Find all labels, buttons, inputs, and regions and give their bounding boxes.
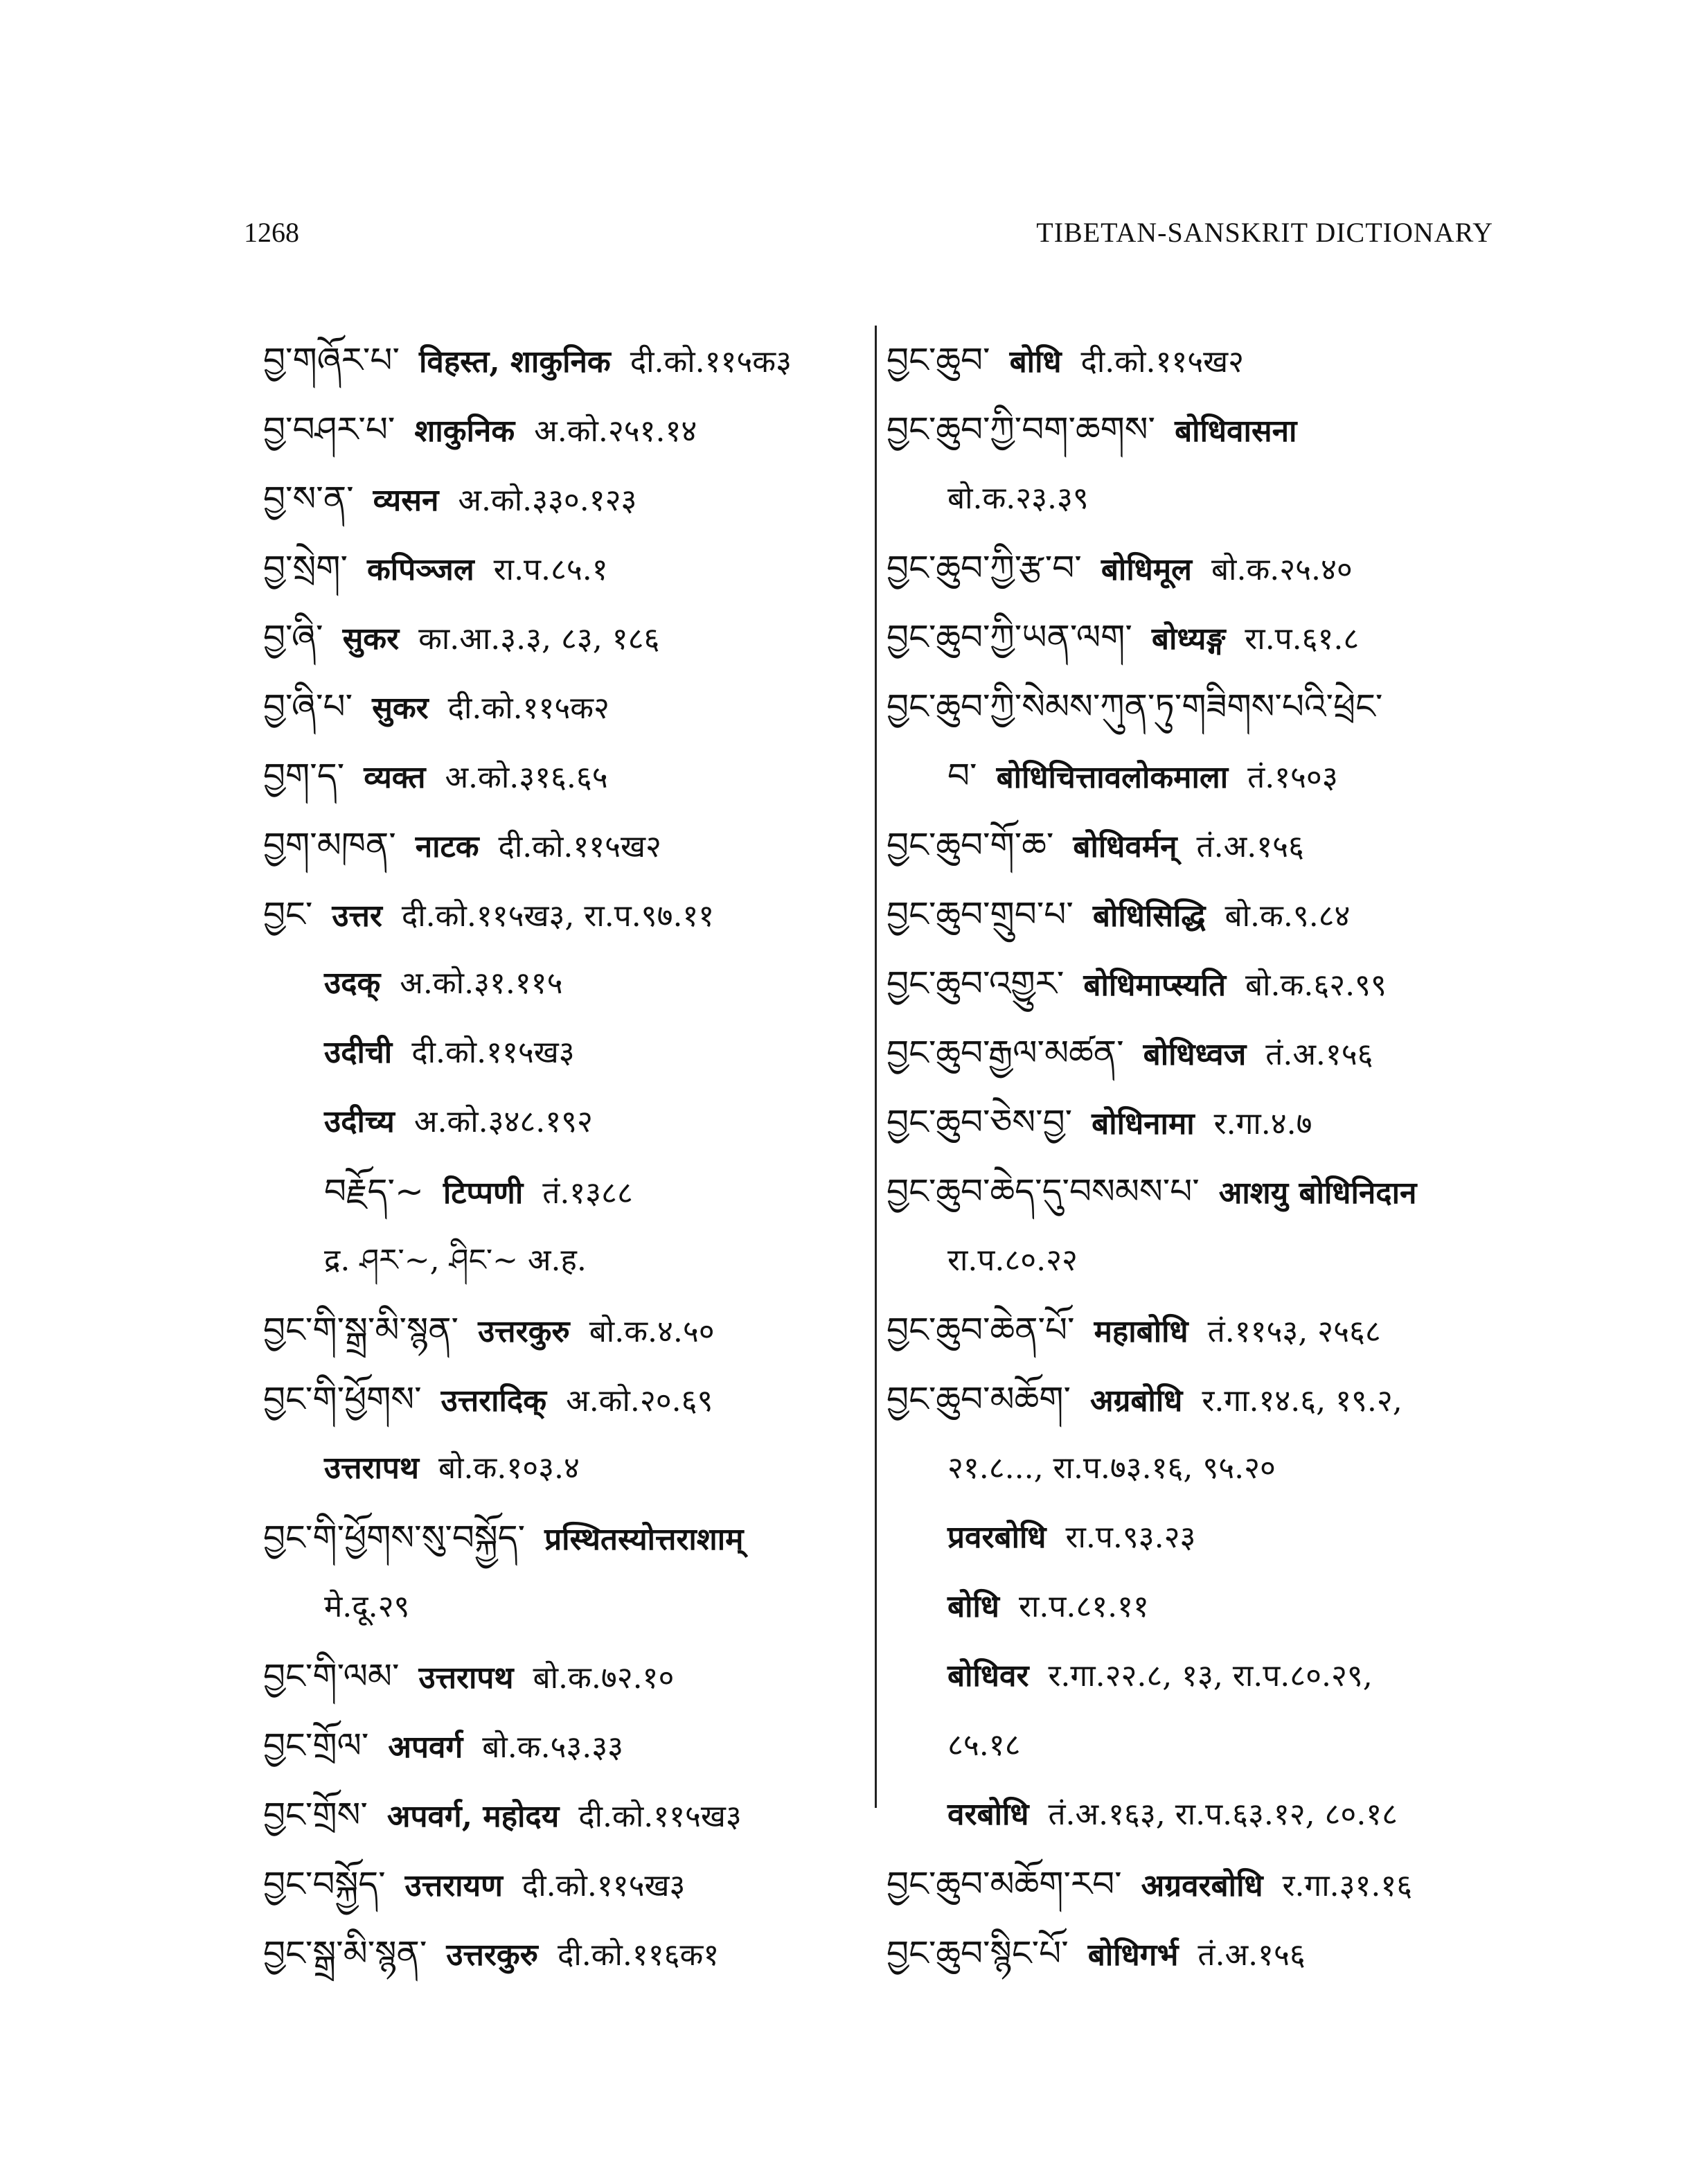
tibetan-headword: བྱང་ཆུབ་ཀྱི་སེམས་ཀུན་ཏུ་གཟིགས་པའི་ཕྲེང་ bbox=[887, 686, 1383, 727]
column-divider bbox=[875, 326, 877, 1808]
running-title: TIBETAN-SANSKRIT DICTIONARY bbox=[1036, 217, 1493, 248]
source-reference: दी.को.११५ख३ bbox=[411, 1035, 575, 1070]
source-reference: बो.क.१०३.४ bbox=[438, 1450, 580, 1486]
dictionary-entry bbox=[887, 464, 1496, 533]
sanskrit-equivalent: उत्तरापथ bbox=[418, 1660, 514, 1696]
source-reference: बो.क.९.८४ bbox=[1224, 898, 1351, 934]
tibetan-headword: བྱང་ཆུབ་ཅེས་བྱ་ bbox=[887, 1102, 1073, 1142]
dictionary-entry bbox=[263, 1919, 859, 1988]
dictionary-entry bbox=[263, 1295, 859, 1365]
source-reference: र.गा.२२.८, १३, रा.प.८०.२९, bbox=[1048, 1658, 1373, 1694]
tibetan-headword: བྱང་ཆུབ་ཀྱི་རྩ་བ་ bbox=[887, 548, 1082, 588]
tibetan-headword: བྱང་ཆུབ་ཀྱི་བག་ཆགས་ bbox=[887, 409, 1156, 450]
source-reference: २१.८..., रा.प.७३.१६, ९५.२० bbox=[947, 1450, 1276, 1486]
dictionary-entry bbox=[887, 1087, 1496, 1157]
source-reference: रा.प.८५.१ bbox=[493, 552, 608, 587]
dictionary-entry bbox=[263, 603, 859, 672]
right-column bbox=[887, 326, 1496, 1988]
tibetan-headword: བྱ་ཞི་ bbox=[263, 617, 323, 657]
sanskrit-equivalent: बोधिवासना bbox=[1175, 414, 1297, 449]
sanskrit-equivalent: उदक् bbox=[324, 966, 381, 1001]
sanskrit-equivalent: उत्तरादिक् bbox=[440, 1383, 547, 1419]
dictionary-entry bbox=[263, 1157, 859, 1226]
tibetan-headword: བ་ bbox=[947, 756, 977, 796]
source-reference: अ.को.२०.६९ bbox=[566, 1383, 713, 1419]
source-reference: तं.११५३, २५६८ bbox=[1207, 1314, 1381, 1349]
page-number: 1268 bbox=[244, 217, 299, 248]
tibetan-headword: བྱང་ཆུབ་གོ་ཆ་ bbox=[887, 825, 1054, 865]
source-reference: अ.को.३३०.१२३ bbox=[458, 483, 637, 518]
sanskrit-equivalent: प्रवरबोधि bbox=[947, 1520, 1047, 1555]
sanskrit-equivalent: उत्तरायण bbox=[404, 1868, 503, 1903]
source-reference: दी.को.११५ख२ bbox=[498, 829, 661, 864]
source-reference: तं.१५०३ bbox=[1247, 760, 1338, 795]
dictionary-entry bbox=[263, 533, 859, 603]
tibetan-headword: བྱང་བསྐྱོད་ bbox=[263, 1864, 386, 1904]
dictionary-entry bbox=[263, 326, 859, 395]
dictionary-entry bbox=[887, 1711, 1496, 1780]
source-reference: ८५.१८ bbox=[947, 1728, 1021, 1763]
source-reference: बो.क.७२.१० bbox=[533, 1660, 675, 1696]
dictionary-entry bbox=[263, 395, 859, 464]
sanskrit-equivalent: व्यक्त bbox=[364, 760, 426, 795]
source-reference: दी.को.११५क२ bbox=[447, 691, 609, 726]
tibetan-headword: བྱག་ད་ bbox=[263, 756, 345, 796]
dictionary-entry bbox=[263, 672, 859, 741]
dictionary-entry bbox=[887, 1780, 1496, 1849]
sanskrit-equivalent: वरबोधि bbox=[947, 1797, 1029, 1832]
tibetan-headword: བྱ་སྲེག་ bbox=[263, 548, 348, 588]
source-reference: दी.को.११५ख३ bbox=[522, 1868, 686, 1903]
source-reference: तं.अ.१६३, रा.प.६३.१२, ८०.१८ bbox=[1048, 1797, 1398, 1832]
dictionary-entry bbox=[263, 949, 859, 1018]
dictionary-entry bbox=[263, 1434, 859, 1503]
sanskrit-equivalent: उदीच्य bbox=[324, 1104, 395, 1139]
source-reference: र.गा.४.७ bbox=[1213, 1106, 1312, 1142]
sanskrit-equivalent: बोधिध्वज bbox=[1143, 1037, 1247, 1072]
source-reference: बो.क.५३.३३ bbox=[482, 1730, 624, 1765]
source-reference: अ.को.३१६.६५ bbox=[445, 760, 608, 795]
dictionary-entry bbox=[263, 810, 859, 880]
dictionary-entry bbox=[263, 741, 859, 810]
dictionary-entry bbox=[887, 810, 1496, 880]
tibetan-headword: བྱང་ཆུབ་མཆོག་ bbox=[887, 1379, 1071, 1419]
sanskrit-equivalent: व्यसन bbox=[373, 483, 439, 518]
sanskrit-equivalent: बोधिवर्मन् bbox=[1073, 829, 1177, 864]
dictionary-entry bbox=[263, 1711, 859, 1780]
sanskrit-equivalent: बोधिमूल bbox=[1101, 552, 1192, 587]
tibetan-headword: བྱང་གི་སྒྲ་མི་སྙན་ bbox=[263, 1310, 459, 1350]
dictionary-entry bbox=[887, 1365, 1496, 1434]
tibetan-headword: བྱང་ཆུབ་འགྱུར་ bbox=[887, 964, 1065, 1004]
tibetan-headword: བྱང་ཆུབ་ཆེད་དུ་བསམས་པ་ bbox=[887, 1171, 1200, 1211]
dictionary-entry bbox=[887, 1226, 1496, 1295]
tibetan-headword: བྱང་ཆུབ་སྙིང་པོ་ bbox=[887, 1933, 1069, 1973]
source-reference: तं.अ.१५६ bbox=[1197, 1937, 1306, 1973]
sanskrit-equivalent: आशयु बोधिनिदान bbox=[1218, 1175, 1417, 1211]
source-reference: तं.अ.१५६ bbox=[1265, 1037, 1373, 1072]
source-reference: दी.को.११५क३ bbox=[630, 344, 792, 380]
tibetan-headword: བྱ་གཞོར་པ་ bbox=[263, 340, 400, 380]
tibetan-headword: བྱང་ཆུབ་ bbox=[887, 340, 990, 380]
sanskrit-equivalent: अग्रबोधि bbox=[1089, 1383, 1183, 1419]
sanskrit-equivalent: बोधि bbox=[1009, 344, 1062, 380]
sanskrit-equivalent: नाटक bbox=[415, 829, 479, 864]
sanskrit-equivalent: विहस्त, शाकुनिक bbox=[418, 344, 611, 380]
sanskrit-equivalent: अपवर्ग bbox=[388, 1730, 463, 1765]
dictionary-entry bbox=[887, 395, 1496, 464]
tibetan-headword: བྱང་གྲོས་ bbox=[263, 1795, 368, 1835]
dictionary-entry bbox=[263, 1226, 859, 1295]
dictionary-entry bbox=[263, 880, 859, 949]
dictionary-entry bbox=[263, 1087, 859, 1157]
source-reference: बो.क.२५.४० bbox=[1211, 552, 1353, 587]
dictionary-entry bbox=[887, 603, 1496, 672]
dictionary-entry bbox=[887, 326, 1496, 395]
source-reference: तं.अ.१५६ bbox=[1196, 829, 1304, 864]
tibetan-headword: བྱ་བཤར་པ་ bbox=[263, 409, 395, 450]
source-reference: रा.प.८०.२२ bbox=[947, 1243, 1078, 1278]
dictionary-entry bbox=[263, 1642, 859, 1711]
source-reference: दी.को.११५ख३, रा.प.९७.११ bbox=[401, 898, 715, 934]
tibetan-headword: བྱང་གྲོལ་ bbox=[263, 1725, 369, 1766]
dictionary-entry bbox=[263, 1018, 859, 1087]
source-reference: अ.को.३१.११५ bbox=[400, 966, 563, 1001]
tibetan-headword: བྱང་གི་ཕྱོགས་ bbox=[263, 1379, 422, 1419]
source-reference: द्र. ཤར་~, ཤིང་~ अ.ह. bbox=[324, 1243, 587, 1278]
dictionary-entry bbox=[263, 1503, 859, 1572]
left-column bbox=[263, 326, 859, 1988]
source-reference: का.आ.३.३, ८३, १८६ bbox=[418, 621, 660, 657]
sanskrit-equivalent: बोधिवर bbox=[947, 1658, 1029, 1694]
source-reference: तं.१३८८ bbox=[542, 1175, 633, 1211]
tibetan-headword: བྱང་ bbox=[263, 894, 313, 934]
source-reference: बो.क.४.५० bbox=[589, 1314, 715, 1349]
source-reference: अ.को.२५१.१४ bbox=[534, 414, 697, 449]
dictionary-entry bbox=[887, 741, 1496, 810]
source-reference: बो.क.२३.३९ bbox=[947, 481, 1089, 516]
dictionary-entry bbox=[887, 1572, 1496, 1642]
source-reference: मे.दू.२९ bbox=[324, 1589, 410, 1624]
dictionary-entry bbox=[887, 1849, 1496, 1919]
sanskrit-equivalent: कपिञ्जल bbox=[367, 552, 474, 587]
sanskrit-equivalent: अपवर्ग, महोदय bbox=[386, 1799, 560, 1834]
tibetan-headword: བྱ་ཞི་པ་ bbox=[263, 686, 353, 727]
sanskrit-equivalent: सुकर bbox=[372, 691, 429, 726]
tibetan-headword: བྱག་མཁན་ bbox=[263, 825, 396, 865]
source-reference: र.गा.३१.१६ bbox=[1282, 1868, 1413, 1903]
dictionary-entry bbox=[887, 672, 1496, 741]
tibetan-headword: བྱང་ཆུབ་གྲུབ་པ་ bbox=[887, 894, 1074, 934]
dictionary-entry bbox=[887, 1434, 1496, 1503]
sanskrit-equivalent: उत्तरकुरु bbox=[478, 1314, 570, 1349]
sanskrit-equivalent: प्रस्थितस्योत्तराशाम् bbox=[544, 1522, 744, 1557]
dictionary-entry bbox=[887, 1295, 1496, 1365]
dictionary-entry bbox=[887, 533, 1496, 603]
sanskrit-equivalent: बोधिमाप्स्यति bbox=[1083, 968, 1227, 1003]
dictionary-entry bbox=[263, 1849, 859, 1919]
sanskrit-equivalent: टिप्पणी bbox=[443, 1175, 524, 1211]
sanskrit-equivalent: शाकुनिक bbox=[414, 414, 515, 449]
source-reference: बो.क.६२.९९ bbox=[1245, 968, 1387, 1003]
sanskrit-equivalent: बोधिचित्तावलोकमाला bbox=[996, 760, 1229, 795]
dictionary-entry bbox=[263, 464, 859, 533]
source-reference: अ.को.३४८.१९२ bbox=[413, 1104, 593, 1139]
source-reference: रा.प.६१.८ bbox=[1245, 621, 1360, 657]
source-reference: दी.को.११५ख२ bbox=[1080, 344, 1244, 380]
sanskrit-equivalent: बोधिनामा bbox=[1092, 1106, 1195, 1142]
sanskrit-equivalent: उदीची bbox=[324, 1035, 393, 1070]
sanskrit-equivalent: उत्तर bbox=[332, 898, 382, 934]
sanskrit-equivalent: अग्रवरबोधि bbox=[1141, 1868, 1263, 1903]
dictionary-entry bbox=[887, 1018, 1496, 1087]
tibetan-headword: བྱང་ཆུབ་རྒྱལ་མཚན་ bbox=[887, 1033, 1124, 1073]
tibetan-headword: བྱང་ཆུབ་ཀྱི་ཡན་ལག་ bbox=[887, 617, 1132, 657]
sanskrit-equivalent: सुकर bbox=[342, 621, 400, 657]
dictionary-entry bbox=[263, 1572, 859, 1642]
source-reference: दी.को.११५ख३ bbox=[578, 1799, 742, 1834]
sanskrit-equivalent: महाबोधि bbox=[1094, 1314, 1188, 1349]
tibetan-headword: བྱང་སྒྲ་མི་སྙན་ bbox=[263, 1933, 427, 1973]
dictionary-entry bbox=[263, 1780, 859, 1849]
tibetan-headword: བྱང་གི་ལམ་ bbox=[263, 1656, 400, 1696]
dictionary-entry bbox=[887, 1157, 1496, 1226]
source-reference: रा.प.८१.११ bbox=[1018, 1589, 1149, 1624]
source-reference: र.गा.१४.६, १९.२, bbox=[1202, 1383, 1402, 1419]
source-reference: रा.प.९३.२३ bbox=[1065, 1520, 1196, 1555]
tibetan-headword: བྱང་གི་ཕྱོགས་སུ་བསྐྱོད་ bbox=[263, 1518, 526, 1558]
source-reference: दी.को.११६क१ bbox=[557, 1937, 720, 1973]
sanskrit-equivalent: उत्तरकुरु bbox=[446, 1937, 538, 1973]
tibetan-headword: བརྗོད་~ bbox=[324, 1171, 424, 1211]
sanskrit-equivalent: बोधिसिद्धि bbox=[1092, 898, 1206, 934]
dictionary-entry bbox=[887, 949, 1496, 1018]
dictionary-entry bbox=[887, 1642, 1496, 1711]
tibetan-headword: བྱང་ཆུབ་མཆོག་རབ་ bbox=[887, 1864, 1122, 1904]
sanskrit-equivalent: उत्तरापथ bbox=[324, 1450, 420, 1486]
sanskrit-equivalent: बोधि bbox=[947, 1589, 999, 1624]
sanskrit-equivalent: बोध्यङ्ग bbox=[1151, 621, 1226, 657]
tibetan-headword: བྱ་ས་ན་ bbox=[263, 479, 354, 519]
dictionary-entry bbox=[263, 1365, 859, 1434]
tibetan-headword: བྱང་ཆུབ་ཆེན་པོ་ bbox=[887, 1310, 1075, 1350]
dictionary-entry bbox=[887, 1503, 1496, 1572]
sanskrit-equivalent: बोधिगर्भ bbox=[1087, 1937, 1179, 1973]
dictionary-entry bbox=[887, 1919, 1496, 1988]
dictionary-entry bbox=[887, 880, 1496, 949]
